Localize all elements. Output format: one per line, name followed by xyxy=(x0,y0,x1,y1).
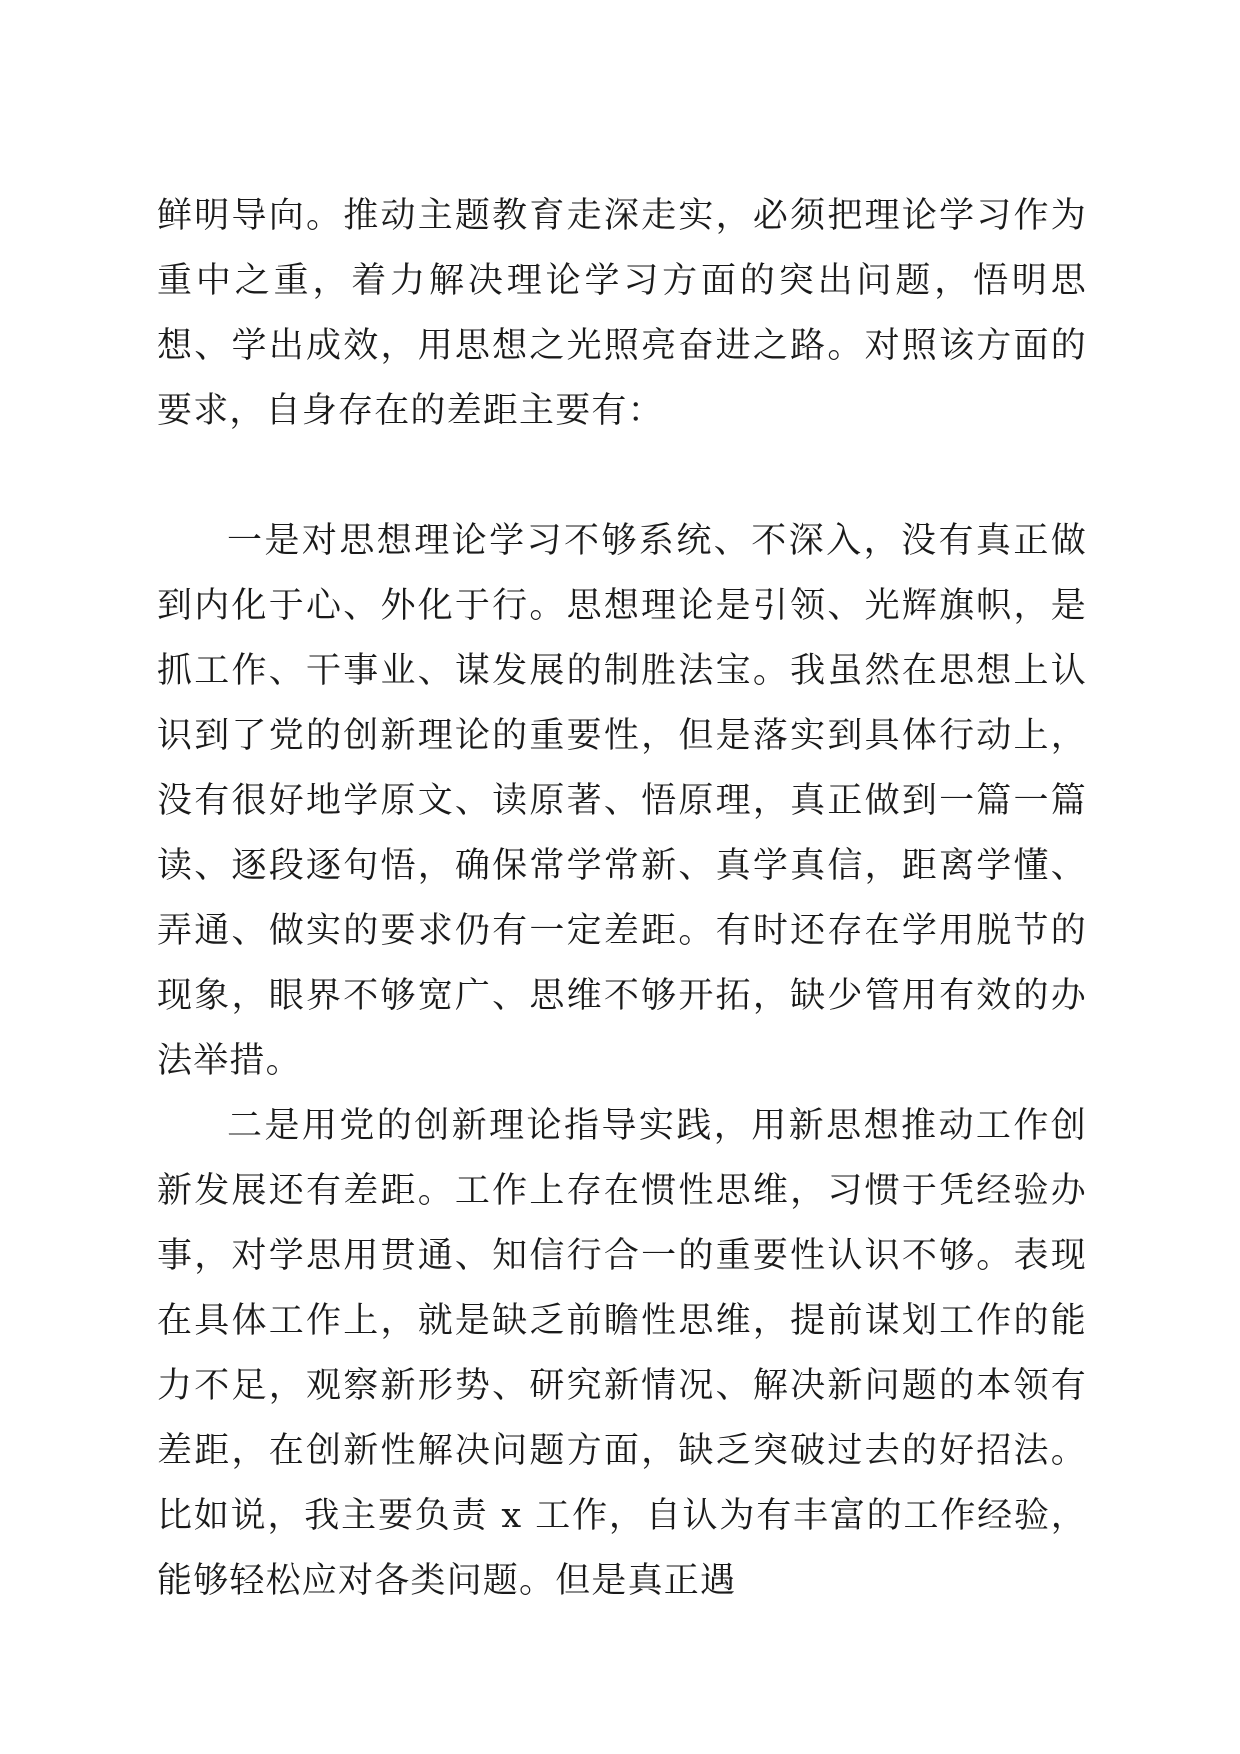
paragraph-point-one: 一是对思想理论学习不够系统、不深入，没有真正做到内化于心、外化于行。思想理论是引领、光辉旗帜，是抓工作、干事业、谋发展的制胜法宝。我虽然在思想上认识到了党的创新理论的重要性，但是落实到具体行动上，没有很好地学原文、读原著、悟原理，真正做到一篇一篇读、逐段逐句悟，确保常学常新、真学真信，距离学懂、弄通、做实的要求仍有一定差距。有时还存在学用脱节的现象，眼界不够宽广、思维不够开拓，缺少管用有效的办法举措。 xyxy=(157,521,1087,1081)
paragraph-continuation: 鲜明导向。推动主题教育走深走实，必须把理论学习作为重中之重，着力解决理论学习方面的突出问题，悟明思想、学出成效，用思想之光照亮奋进之路。对照该方面的要求，自身存在的差距主要有： xyxy=(157,196,1087,431)
paragraph-point-two: 二是用党的创新理论指导实践，用新思想推动工作创新发展还有差距。工作上存在惯性思维，习惯于凭经验办事，对学思用贯通、知信行合一的重要性认识不够。表现在具体工作上，就是缺乏前瞻性思维，提前谋划工作的能力不足，观察新形势、研究新情况、解决新问题的本领有差距，在创新性解决问题方面，缺乏突破过去的好招法。比如说，我主要负责 x 工作，自认为有丰富的工作经验，能够轻松应对各类问题。但是真正遇 xyxy=(157,1106,1087,1601)
